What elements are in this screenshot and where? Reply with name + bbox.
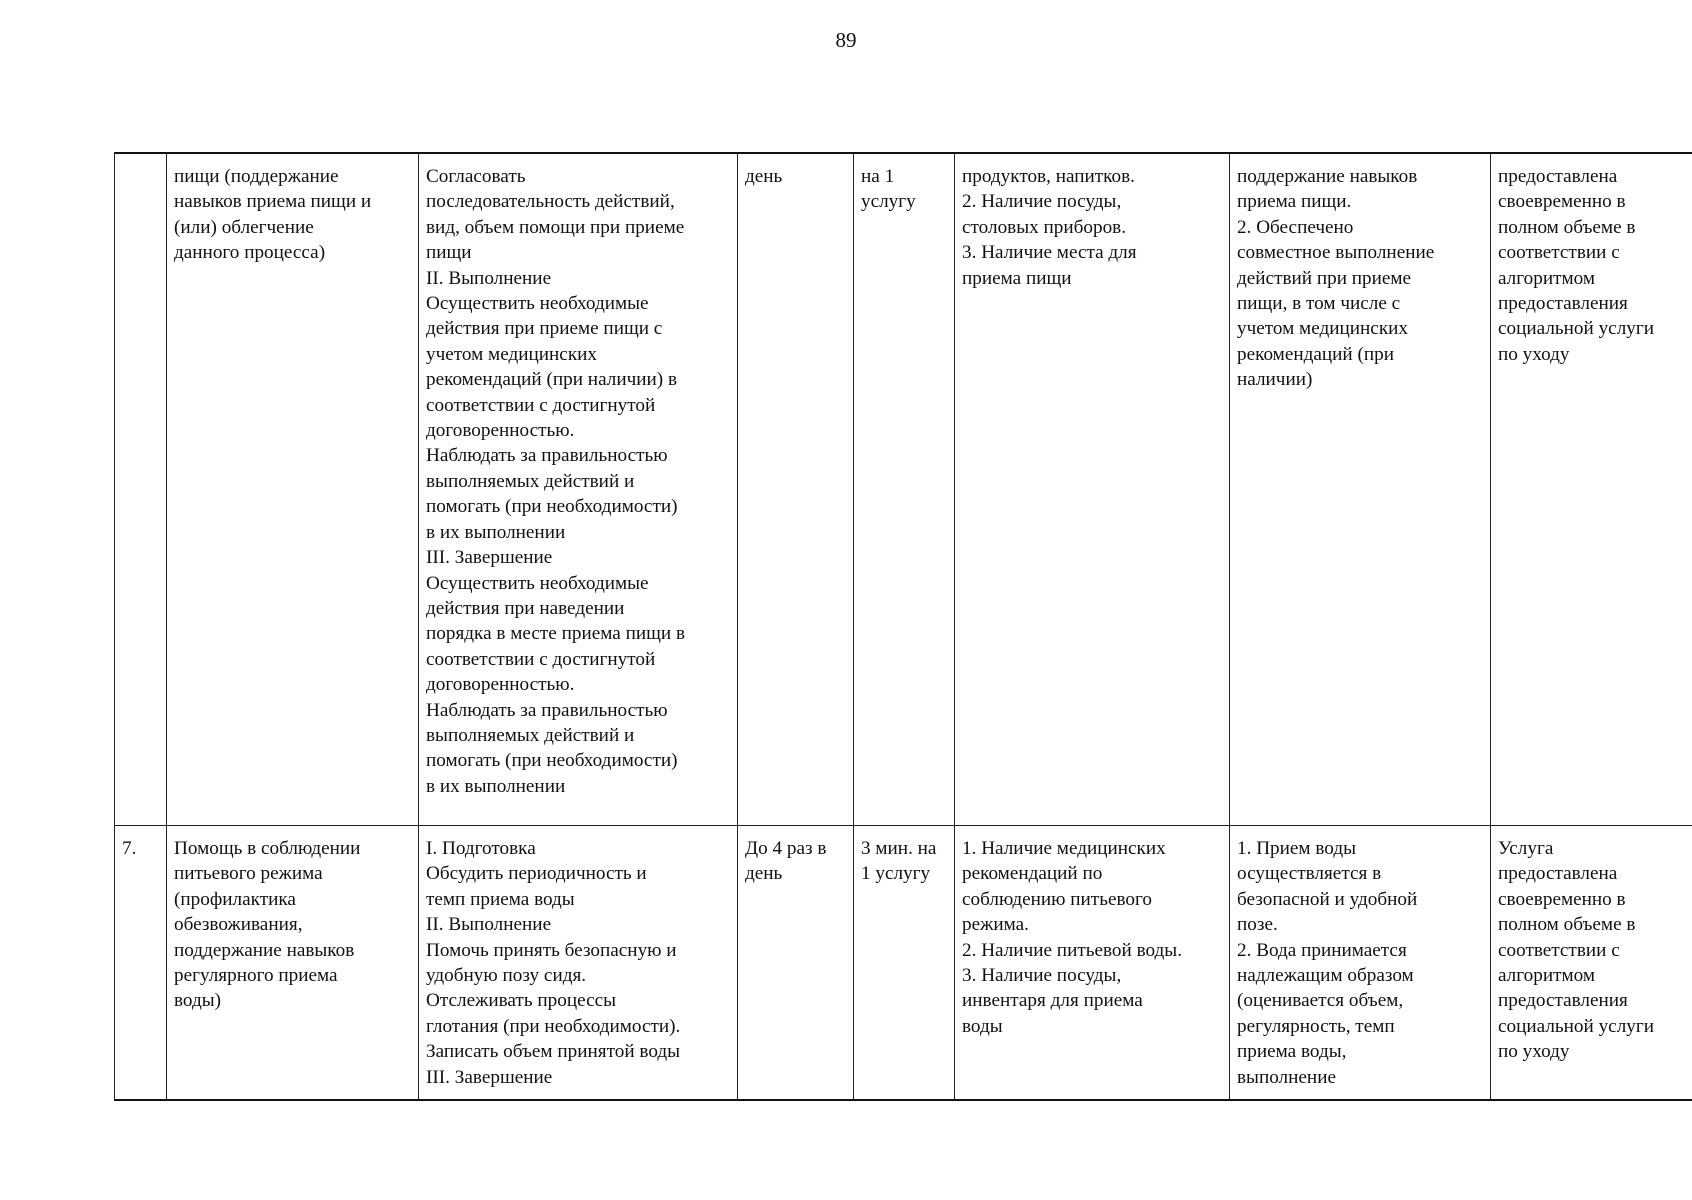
cell-line: навыков приема пищи и bbox=[174, 191, 372, 213]
cell-line: (или) облегчение bbox=[174, 216, 314, 238]
cell-line: 2. Вода принимается bbox=[1237, 939, 1407, 961]
conditions-cell bbox=[955, 826, 1230, 1101]
cell-line: приема пищи. bbox=[1237, 191, 1352, 213]
duration-cell bbox=[854, 826, 955, 1101]
cell-line: алгоритмом bbox=[1498, 267, 1596, 289]
cell-line: Согласовать bbox=[426, 166, 526, 187]
cell-line: 1. Наличие медицинских bbox=[962, 838, 1166, 859]
cell-line: совместное выполнение bbox=[1237, 242, 1435, 264]
cell-line: воды bbox=[962, 1015, 1003, 1037]
cell-line: рекомендаций по bbox=[962, 863, 1103, 885]
cell-line: выполняемых действий и bbox=[426, 470, 635, 492]
cell-line: Помочь принять безопасную и bbox=[426, 939, 677, 961]
cell-line: рекомендаций (при bbox=[1237, 343, 1395, 365]
cell-line: До 4 раз в bbox=[745, 838, 827, 859]
cell-line: питьевого режима bbox=[174, 863, 323, 885]
cell-line: воды) bbox=[174, 990, 222, 1012]
result-cell bbox=[1230, 153, 1491, 826]
table-body bbox=[115, 153, 1692, 1100]
cell-line: договоренностью. bbox=[426, 420, 575, 442]
table-row bbox=[115, 826, 1692, 1101]
cell-line: надлежащим образом bbox=[1237, 965, 1414, 987]
cell-line: полном объеме в bbox=[1498, 914, 1636, 936]
row-number-cell bbox=[115, 153, 167, 826]
cell-line: рекомендаций (при наличии) в bbox=[426, 369, 678, 391]
page-number: 89 bbox=[835, 28, 857, 52]
cell-line: по уходу bbox=[1498, 343, 1570, 365]
cell-line: своевременно в bbox=[1498, 191, 1626, 213]
cell-line: действия при приеме пищи с bbox=[426, 318, 663, 340]
cell-line: предоставления bbox=[1498, 293, 1628, 315]
cell-line: Осуществить необходимые bbox=[426, 572, 649, 594]
duration-cell bbox=[854, 153, 955, 826]
cell-line: безопасной и удобной bbox=[1237, 888, 1418, 910]
cell-line: своевременно в bbox=[1498, 888, 1626, 910]
cell-line: алгоритмом bbox=[1498, 965, 1596, 987]
table-row bbox=[115, 153, 1692, 826]
row-number-cell: 7. bbox=[115, 826, 167, 1101]
cell-line: 1 услугу bbox=[861, 863, 931, 885]
cell-line: Наблюдать за правильностью bbox=[426, 445, 668, 467]
cell-line: соответствии с bbox=[1498, 939, 1620, 961]
quality-cell bbox=[1491, 153, 1692, 826]
cell-line: договоренностью. bbox=[426, 674, 575, 696]
cell-line: Наблюдать за правильностью bbox=[426, 699, 668, 721]
cell-line: обезвоживания, bbox=[174, 914, 303, 936]
cell-line: выполняемых действий и bbox=[426, 724, 635, 746]
cell-line: Помощь в соблюдении bbox=[174, 838, 361, 859]
cell-line: позе. bbox=[1237, 914, 1278, 936]
cell-line: последовательность действий, bbox=[426, 191, 675, 213]
cell-line: 2. Наличие питьевой воды. bbox=[962, 939, 1182, 961]
cell-line: данного процесса) bbox=[174, 242, 326, 264]
frequency-cell bbox=[738, 153, 854, 826]
cell-line: предоставлена bbox=[1498, 166, 1618, 187]
cell-line: глотания (при необходимости). bbox=[426, 1015, 681, 1037]
cell-line: пищи bbox=[426, 242, 472, 264]
cell-line: поддержание навыков bbox=[1237, 166, 1418, 187]
cell-line: порядка в месте приема пищи в bbox=[426, 623, 686, 645]
procedure-cell bbox=[419, 153, 738, 826]
cell-line: Обсудить периодичность и bbox=[426, 863, 647, 885]
cell-line: социальной услуги bbox=[1498, 1015, 1655, 1037]
cell-line: вид, объем помощи при приеме bbox=[426, 216, 685, 238]
cell-line: выполнение bbox=[1237, 1066, 1336, 1088]
cell-line: 2. Обеспечено bbox=[1237, 216, 1354, 238]
conditions-cell bbox=[955, 153, 1230, 826]
cell-line: регулярность, темп bbox=[1237, 1015, 1395, 1037]
cell-line: 3. Наличие места для bbox=[962, 242, 1137, 264]
cell-line: приема воды, bbox=[1237, 1041, 1347, 1063]
cell-line: наличии) bbox=[1237, 369, 1313, 391]
cell-line: по уходу bbox=[1498, 1041, 1570, 1063]
cell-line: Осуществить необходимые bbox=[426, 293, 649, 315]
cell-line: Отслеживать процессы bbox=[426, 990, 617, 1012]
cell-line: 3. Наличие посуды, bbox=[962, 965, 1122, 987]
cell-line: удобную позу сидя. bbox=[426, 965, 587, 987]
cell-line: режима. bbox=[962, 914, 1029, 936]
cell-line: в их выполнении bbox=[426, 775, 566, 797]
cell-line: предоставлена bbox=[1498, 863, 1618, 885]
cell-line: регулярного приема bbox=[174, 965, 338, 987]
cell-line: день bbox=[745, 166, 783, 187]
service-name-cell bbox=[167, 826, 419, 1101]
service-name-cell bbox=[167, 153, 419, 826]
cell-line: соответствии с достигнутой bbox=[426, 648, 656, 670]
result-cell bbox=[1230, 826, 1491, 1101]
cell-line: действия при наведении bbox=[426, 597, 625, 619]
cell-line: услугу bbox=[861, 191, 916, 213]
cell-line: Записать объем принятой воды bbox=[426, 1041, 681, 1063]
cell-line: день bbox=[745, 863, 783, 885]
cell-line: столовых приборов. bbox=[962, 216, 1127, 238]
cell-line: соблюдению питьевого bbox=[962, 888, 1152, 910]
cell-line: помогать (при необходимости) bbox=[426, 496, 678, 518]
cell-line: 2. Наличие посуды, bbox=[962, 191, 1122, 213]
cell-line: действий при приеме bbox=[1237, 267, 1412, 289]
cell-line: продуктов, напитков. bbox=[962, 166, 1135, 187]
frequency-cell bbox=[738, 826, 854, 1101]
cell-line: (оценивается объем, bbox=[1237, 990, 1404, 1012]
cell-line: учетом медицинских bbox=[1237, 318, 1409, 340]
cell-line: пищи, в том числе с bbox=[1237, 293, 1401, 315]
cell-line: темп приема воды bbox=[426, 888, 575, 910]
cell-line: II. Выполнение bbox=[426, 267, 552, 289]
cell-line: соответствии с достигнутой bbox=[426, 394, 656, 416]
cell-line: поддержание навыков bbox=[174, 939, 355, 961]
cell-line: 3 мин. на bbox=[861, 838, 937, 859]
procedure-cell bbox=[419, 826, 738, 1101]
cell-line: III. Завершение bbox=[426, 547, 553, 569]
cell-line: (профилактика bbox=[174, 888, 296, 910]
cell-line: осуществляется в bbox=[1237, 863, 1382, 885]
cell-line: инвентаря для приема bbox=[962, 990, 1143, 1012]
quality-cell bbox=[1491, 826, 1692, 1101]
cell-line: III. Завершение bbox=[426, 1066, 553, 1088]
cell-line: предоставления bbox=[1498, 990, 1628, 1012]
cell-line: на 1 bbox=[861, 166, 895, 187]
cell-line: учетом медицинских bbox=[426, 343, 598, 365]
cell-line: в их выполнении bbox=[426, 521, 566, 543]
cell-line: II. Выполнение bbox=[426, 914, 552, 936]
cell-line: социальной услуги bbox=[1498, 318, 1655, 340]
cell-line: помогать (при необходимости) bbox=[426, 750, 678, 772]
cell-line: I. Подготовка bbox=[426, 838, 536, 859]
cell-line: Услуга bbox=[1498, 838, 1554, 859]
cell-line: полном объеме в bbox=[1498, 216, 1636, 238]
cell-line: пищи (поддержание bbox=[174, 166, 339, 187]
services-table bbox=[114, 152, 1692, 1101]
cell-line: 1. Прием воды bbox=[1237, 838, 1356, 859]
cell-line: приема пищи bbox=[962, 267, 1072, 289]
cell-line: соответствии с bbox=[1498, 242, 1620, 264]
